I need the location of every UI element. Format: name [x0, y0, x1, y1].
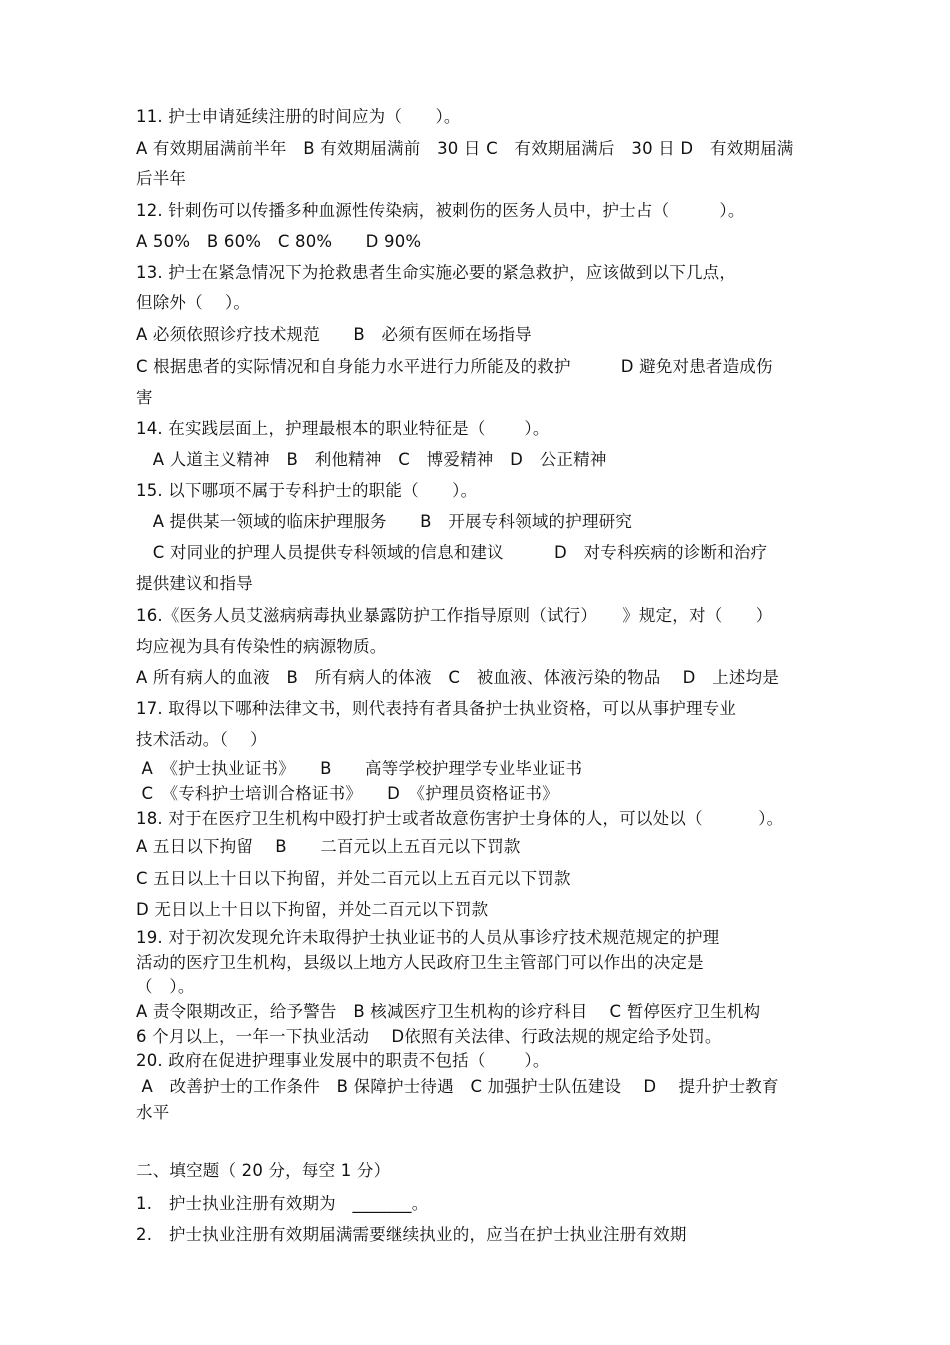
question-16: 16.《医务人员艾滋病病毒执业暴露防护工作指导原则（试行） 》规定，对（ ）: [136, 606, 773, 625]
question-18-option-c: C 五日以上十日以下拘留，并处二百元以上五百元以下罚款: [136, 869, 571, 888]
question-13: 13. 护士在紧急情况下为抢救患者生命实施必要的紧急救护，应该做到以下几点，: [136, 263, 737, 282]
fill-in-question-1: 1. 护士执业注册有效期为 _______。: [136, 1194, 429, 1213]
question-19-options-abc: A 责令限期改正，给予警告 B 核减医疗卫生机构的诊疗科目 C 暂停医疗卫生机构: [136, 1002, 761, 1021]
question-14-options: A 人道主义精神 B 利他精神 C 博爱精神 D 公正精神: [136, 450, 607, 469]
question-17: 17. 取得以下哪种法律文书，则代表持有者具备护士执业资格，可以从事护理专业: [136, 699, 737, 718]
question-14: 14. 在实践层面上，护理最根本的职业特征是（ ）。: [136, 419, 550, 438]
question-19-blank: （ ）。: [136, 977, 195, 996]
question-16-cont: 均应视为具有传染性的病源物质。: [136, 637, 387, 656]
question-17-options-cd: C 《专科护士培训合格证书》 D 《护理员资格证书》: [136, 784, 559, 803]
question-17-options-ab: A 《护士执业证书》 B 高等学校护理学专业毕业证书: [136, 759, 583, 778]
question-12-options: A 50% B 60% C 80% D 90%: [136, 232, 422, 251]
question-18: 18. 对于在医疗卫生机构中殴打护士或者故意伤害护士身体的人，可以处以（ ）。: [136, 809, 784, 828]
question-13-options-ab: A 必须依照诊疗技术规范 B 必须有医师在场指导: [136, 325, 532, 344]
question-11: 11. 护士申请延续注册的时间应为（ ）。: [136, 107, 461, 126]
question-15: 15. 以下哪项不属于专科护士的职能（ ）。: [136, 481, 478, 500]
question-17-cont: 技术活动。（ ）: [136, 730, 267, 749]
question-11-options: A 有效期届满前半年 B 有效期届满前 30 日 C 有效期届满后 30 日 D 有效期届满: [136, 139, 794, 158]
question-15-options-cont: 提供建议和指导: [136, 574, 253, 593]
question-18-option-d: D 无日以上十日以下拘留，并处二百元以下罚款: [136, 900, 489, 919]
question-15-options-ab: A 提供某一领域的临床护理服务 B 开展专科领域的护理研究: [136, 512, 633, 531]
question-19: 19. 对于初次发现允许未取得护士执业证书的人员从事诊疗技术规范规定的护理: [136, 928, 720, 947]
question-16-options: A 所有病人的血液 B 所有病人的体液 C 被血液、体液污染的物品 D 上述均是: [136, 668, 780, 687]
question-13-options-cont: 害: [136, 388, 153, 407]
question-20-options: A 改善护士的工作条件 B 保障护士待遇 C 加强护士队伍建设 D 提升护士教育: [136, 1077, 779, 1096]
question-13-options-cd: C 根据患者的实际情况和自身能力水平进行力所能及的救护 D 避免对患者造成伤: [136, 357, 773, 376]
question-20: 20. 政府在促进护理事业发展中的职责不包括（ ）。: [136, 1051, 550, 1070]
question-19-options-d: 6 个月以上，一年一下执业活动 D依照有关法律、行政法规的规定给予处罚。: [136, 1027, 722, 1046]
question-12: 12. 针刺伤可以传播多种血源性传染病，被刺伤的医务人员中，护士占（ ）。: [136, 201, 745, 220]
question-19-cont: 活动的医疗卫生机构，县级以上地方人民政府卫生主管部门可以作出的决定是: [136, 953, 704, 972]
question-20-options-cont: 水平: [136, 1103, 170, 1122]
section-heading-fill-in: 二、填空题（ 20 分，每空 1 分）: [136, 1161, 391, 1180]
question-11-options-cont: 后半年: [136, 169, 187, 188]
question-13-cont: 但除外（ ）。: [136, 293, 251, 312]
question-15-options-cd: C 对同业的护理人员提供专科领域的信息和建议 D 对专科疾病的诊断和治疗: [136, 543, 768, 562]
question-18-options-ab: A 五日以下拘留 B 二百元以上五百元以下罚款: [136, 837, 521, 856]
fill-in-question-2: 2. 护士执业注册有效期届满需要继续执业的，应当在护士执业注册有效期: [136, 1225, 687, 1244]
